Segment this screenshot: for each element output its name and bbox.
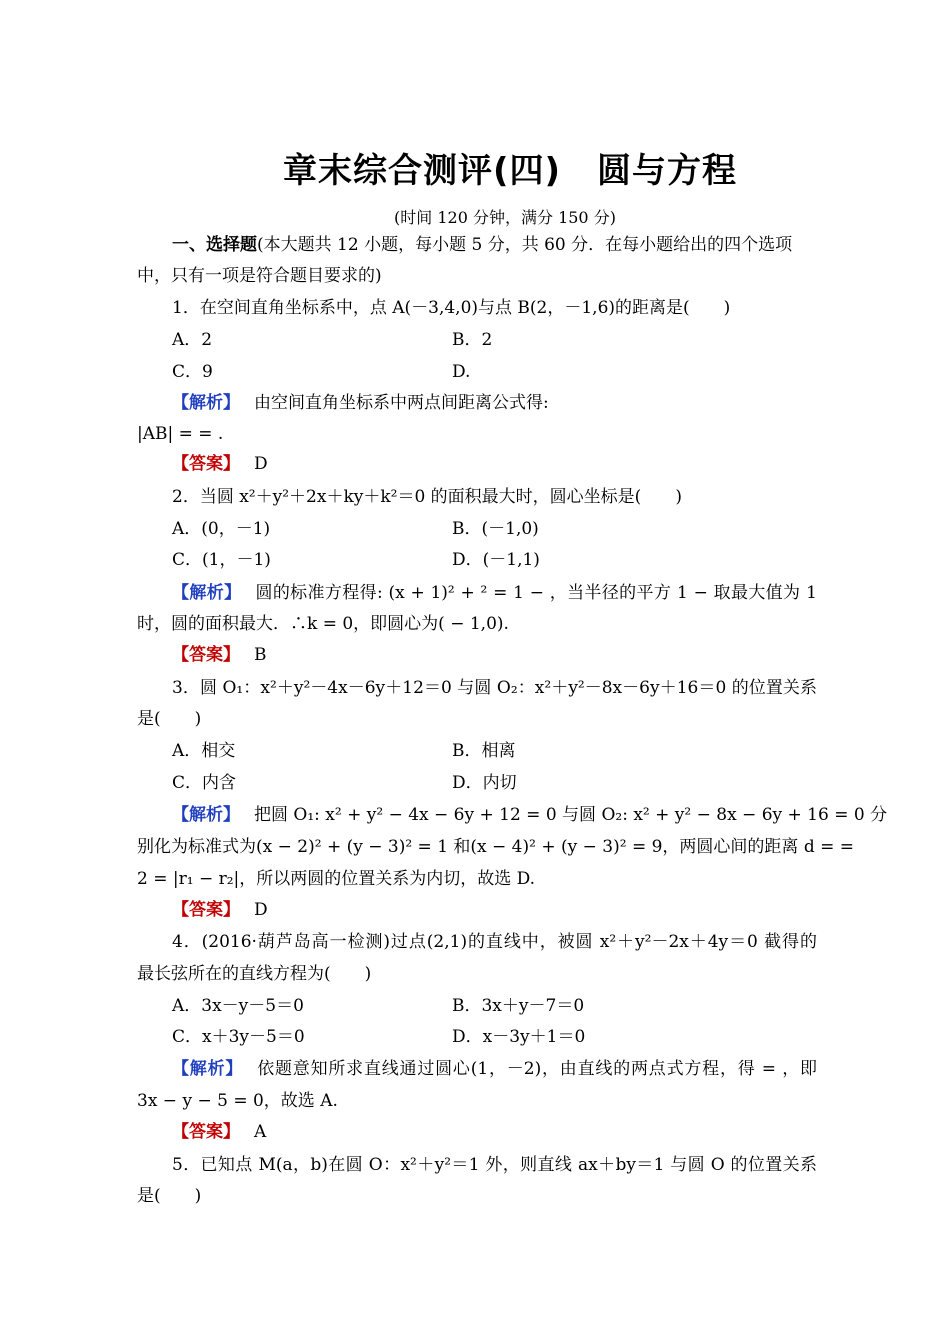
- q4-option-c: C．x＋3y－5＝0: [172, 1027, 305, 1047]
- q4-option-b: B．3x＋y－7＝0: [452, 996, 585, 1016]
- q2-answer-row: [172, 644, 817, 666]
- q4-analysis-1: 依题意知所求直线通过圆心(1，－2)，由直线的两点式方程，得 = ，即: [257, 1059, 817, 1079]
- q3-analysis-2: 别化为标准式为(x − 2)² + (y − 3)² = 1 和(x − 4)² + (y − 3)² = 9，两圆心间的距离 d = =: [137, 837, 854, 857]
- section-heading: 一、选择题: [172, 235, 257, 255]
- q2-option-c: C．(1，－1): [172, 550, 271, 570]
- section-intro: [172, 234, 817, 256]
- q5-stem-1: 5．已知点 M(a，b)在圆 O：x²＋y²＝1 外，则直线 ax＋by＝1 与圆 O 的位置关系: [172, 1155, 817, 1175]
- q1-stem: 1．在空间直角坐标系中，点 A(－3,4,0)与点 B(2，－1,6)的距离是( ): [172, 298, 731, 318]
- q1-option-b: B．2: [452, 330, 493, 350]
- q2-option-d: D．(－1,1): [452, 550, 540, 570]
- analysis-label: 【解析】: [172, 583, 242, 603]
- time-note: (时间 120 分钟，满分 150 分): [394, 208, 616, 227]
- q4-analysis: [172, 1058, 817, 1080]
- title-sub: 圆与方程: [597, 151, 738, 191]
- q4-option-a: A．3x－y－5＝0: [172, 996, 304, 1016]
- q3-option-d: D．内切: [452, 773, 517, 793]
- q5-stem-2: 是( ): [137, 1186, 202, 1206]
- answer-label: 【答案】: [172, 1122, 240, 1142]
- q1-option-d: D.: [452, 362, 471, 382]
- q2-analysis: [172, 582, 817, 604]
- section-desc-1: (本大题共 12 小题，每小题 5 分，共 60 分．在每小题给出的四个选项: [257, 235, 793, 255]
- q3-analysis-1: 把圆 O₁: x² + y² − 4x − 6y + 12 = 0 与圆 O₂: x² + y² − 8x − 6y + 16 = 0 分: [254, 805, 888, 825]
- analysis-label: 【解析】: [172, 1059, 244, 1079]
- title-main: 章末综合测评(四): [282, 151, 562, 191]
- q3-option-b: B．相离: [452, 741, 516, 761]
- q1-answer: D: [254, 454, 268, 474]
- q2-option-a: A．(0，－1): [172, 519, 271, 539]
- q2-analysis-2: 时，圆的面积最大．∴k = 0，即圆心为( − 1,0).: [137, 614, 509, 634]
- q3-answer-row: [172, 899, 817, 921]
- q2-answer: B: [254, 645, 267, 665]
- q4-answer-row: [172, 1121, 817, 1143]
- q1-option-a: A．2: [172, 330, 213, 350]
- q4-stem-2: 最长弦所在的直线方程为( ): [137, 964, 372, 984]
- q3-analysis-3: 2 = |r₁ − r₂|，所以两圆的位置关系为内切，故选 D.: [137, 869, 536, 889]
- analysis-label: 【解析】: [172, 393, 240, 413]
- q4-answer: A: [254, 1122, 267, 1142]
- q1-analysis: [172, 392, 817, 414]
- section-desc-2: 中，只有一项是符合题目要求的): [137, 266, 382, 286]
- answer-label: 【答案】: [172, 454, 240, 474]
- q2-analysis-1: 圆的标准方程得: (x + 1)² + ² = 1 − ，当半径的平方 1 − 取最大值为 1: [255, 583, 817, 603]
- q4-option-d: D．x－3y＋1＝0: [452, 1027, 586, 1047]
- q4-analysis-2: 3x − y − 5 = 0，故选 A.: [137, 1091, 338, 1111]
- q1-analysis-2: |AB| = = .: [137, 424, 224, 444]
- q3-option-a: A．相交: [172, 741, 236, 761]
- q1-option-c: C．9: [172, 362, 213, 382]
- q3-analysis: [172, 804, 888, 826]
- q4-stem-1: 4．(2016·葫芦岛高一检测)过点(2,1)的直线中，被圆 x²＋y²－2x＋4y＝0 截得的: [172, 932, 817, 952]
- answer-label: 【答案】: [172, 900, 240, 920]
- analysis-label: 【解析】: [172, 805, 240, 825]
- page-title: [0, 143, 950, 192]
- q2-stem: 2．当圆 x²＋y²＋2x＋ky＋k²＝0 的面积最大时，圆心坐标是( ): [172, 487, 682, 507]
- q3-stem-2: 是( ): [137, 709, 202, 729]
- q1-answer-row: [172, 453, 817, 475]
- q3-answer: D: [254, 900, 268, 920]
- answer-label: 【答案】: [172, 645, 240, 665]
- q3-option-c: C．内含: [172, 773, 237, 793]
- q1-analysis-1: 由空间直角坐标系中两点间距离公式得:: [254, 393, 549, 413]
- q3-stem-1: 3．圆 O₁：x²＋y²－4x－6y＋12＝0 与圆 O₂：x²＋y²－8x－6y＋16＝0 的位置关系: [172, 678, 817, 698]
- q2-option-b: B．(－1,0): [452, 519, 539, 539]
